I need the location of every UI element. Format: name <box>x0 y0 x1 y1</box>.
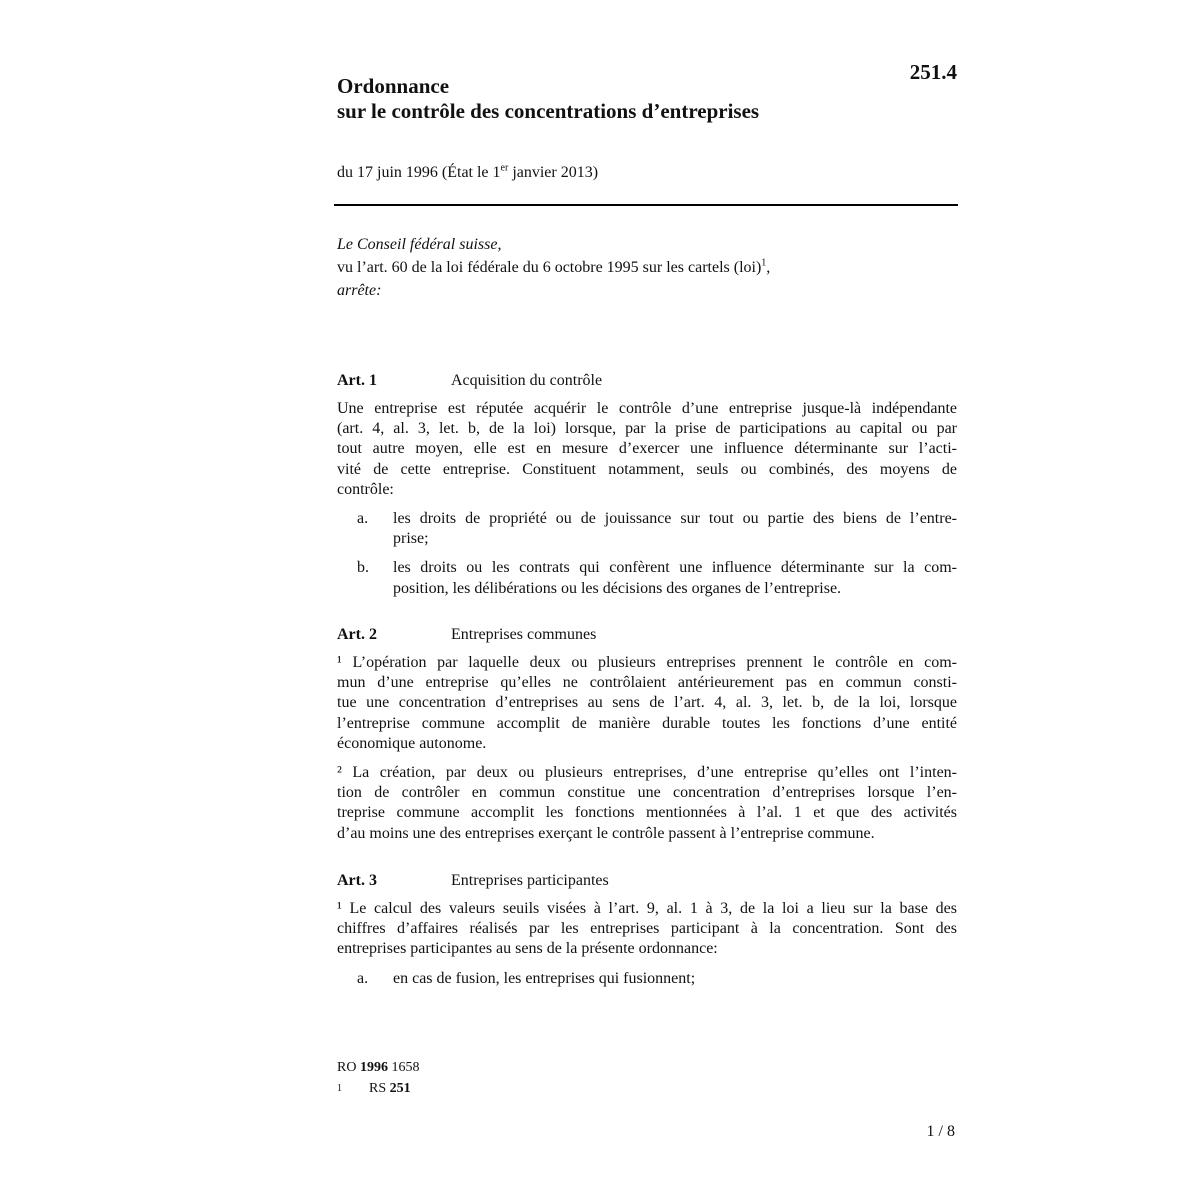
list-item <box>337 969 957 989</box>
preamble-line: arrête: <box>337 282 382 299</box>
article-heading <box>337 871 957 891</box>
text-line: d’au moins une des entreprises exerçant le contrôle passent à l’entreprise commune. <box>337 824 875 842</box>
text-line: position, les délibérations ou les décisions des organes de l’entreprise. <box>393 579 842 597</box>
article-number: Art. 1 <box>337 372 377 389</box>
fn-text: RO <box>337 1060 360 1075</box>
page-number: 1 / 8 <box>926 1123 955 1140</box>
header-divider <box>334 204 958 206</box>
list-item <box>337 558 957 598</box>
article-title: Entreprises participantes <box>451 872 609 889</box>
text-line: contrôle: <box>337 480 394 498</box>
text-line: ² La création, par deux ou plusieurs entreprises, d’une entreprise qu’elles ont l’inten- <box>337 764 957 782</box>
list-letter: a. <box>357 510 369 528</box>
text-line: vité de cette entreprise. Constituent notamment, seuls ou combinés, des moyens de <box>337 460 957 478</box>
footnotes <box>337 1057 419 1099</box>
text-line: Une entreprise est réputée acquérir le contrôle d’une entreprise jusque-là indépendante <box>337 400 957 417</box>
text-line: en cas de fusion, les entreprises qui fusionnent; <box>393 969 696 987</box>
fn-text: RS <box>369 1081 390 1096</box>
date-text: du 17 juin 1996 (État le 1 <box>337 164 501 181</box>
preamble-line: Le Conseil fédéral suisse, <box>337 236 502 253</box>
text-line: (art. 4, al. 3, let. b, de la loi) lorsque, par la prise de participations au capital ou par <box>337 420 957 438</box>
article-number: Art. 3 <box>337 872 377 889</box>
title-line: sur le contrôle des concentrations d’entreprises <box>337 99 760 123</box>
text-line: les droits ou les contrats qui confèrent une influence déterminante sur la com- <box>393 559 957 577</box>
ro-reference <box>337 1057 419 1078</box>
text-line: ¹ Le calcul des valeurs seuils visées à l’art. 9, al. 1 à 3, de la loi a lieu sur la base des <box>337 900 957 917</box>
preamble <box>337 233 957 302</box>
date-text: janvier 2013) <box>508 164 599 181</box>
preamble-text: , <box>766 259 771 276</box>
text-line: ¹ L’opération par laquelle deux ou plusieurs entreprises prennent le contrôle en com- <box>337 654 957 671</box>
text-line: l’entreprise commune accomplit de manière durable toutes les fonctions d’une entité <box>337 714 957 732</box>
preamble-text: vu l’art. 60 de la loi fédérale du 6 octobre 1995 sur les cartels (loi) <box>337 259 762 276</box>
text-line: tion de contrôler en commun constitue une concentration d’entreprises lorsque l’en- <box>337 784 957 802</box>
text-line: entreprises participantes au sens de la présente ordonnance: <box>337 940 718 958</box>
article-heading <box>337 625 957 645</box>
document-title <box>337 74 759 124</box>
article-paragraph <box>337 653 957 754</box>
text-line: les droits de propriété ou de jouissance sur tout ou partie des biens de l’entre- <box>393 510 957 528</box>
article-3 <box>337 871 957 998</box>
footnote-ref[interactable]: 1 <box>761 257 767 269</box>
article-paragraph <box>337 399 957 500</box>
footnote-1 <box>337 1078 419 1099</box>
list-item <box>337 509 957 549</box>
text-line: prise; <box>393 530 429 548</box>
article-title: Acquisition du contrôle <box>451 372 603 389</box>
fn-text: 251 <box>389 1081 411 1096</box>
list-letter: b. <box>357 559 369 577</box>
document-date <box>337 164 598 182</box>
classification-number: 251.4 <box>909 60 957 84</box>
text-line: chiffres d’affaires réalisés par les entreprises participant à la concentration. Sont des <box>337 920 957 938</box>
article-heading <box>337 371 957 391</box>
preamble-line <box>337 256 957 279</box>
text-line: économique autonome. <box>337 734 487 752</box>
article-2 <box>337 625 957 853</box>
text-line: tout autre moyen, elle est en mesure d’exercer une influence déterminante sur l’acti- <box>337 440 957 458</box>
text-line: tue une concentration d’entreprises au sens de l’art. 4, al. 3, let. b, de la loi, lorsque <box>337 694 957 712</box>
article-paragraph <box>337 763 957 844</box>
fn-text: 1996 <box>359 1060 388 1075</box>
text-line: mun d’une entreprise qu’elles ne contrôlaient antérieurement pas en commun consti- <box>337 674 957 692</box>
article-1 <box>337 371 957 608</box>
article-title: Entreprises communes <box>451 626 597 643</box>
list-letter: a. <box>357 969 369 987</box>
footnote-number: 1 <box>337 1083 342 1094</box>
title-line: Ordonnance <box>337 74 450 98</box>
fn-text: 1658 <box>387 1060 420 1075</box>
date-sup: er <box>500 162 509 174</box>
article-paragraph <box>337 899 957 960</box>
text-line: treprise commune accomplit les fonctions mentionnées à l’al. 1 et que des activités <box>337 804 957 822</box>
article-number: Art. 2 <box>337 626 377 643</box>
